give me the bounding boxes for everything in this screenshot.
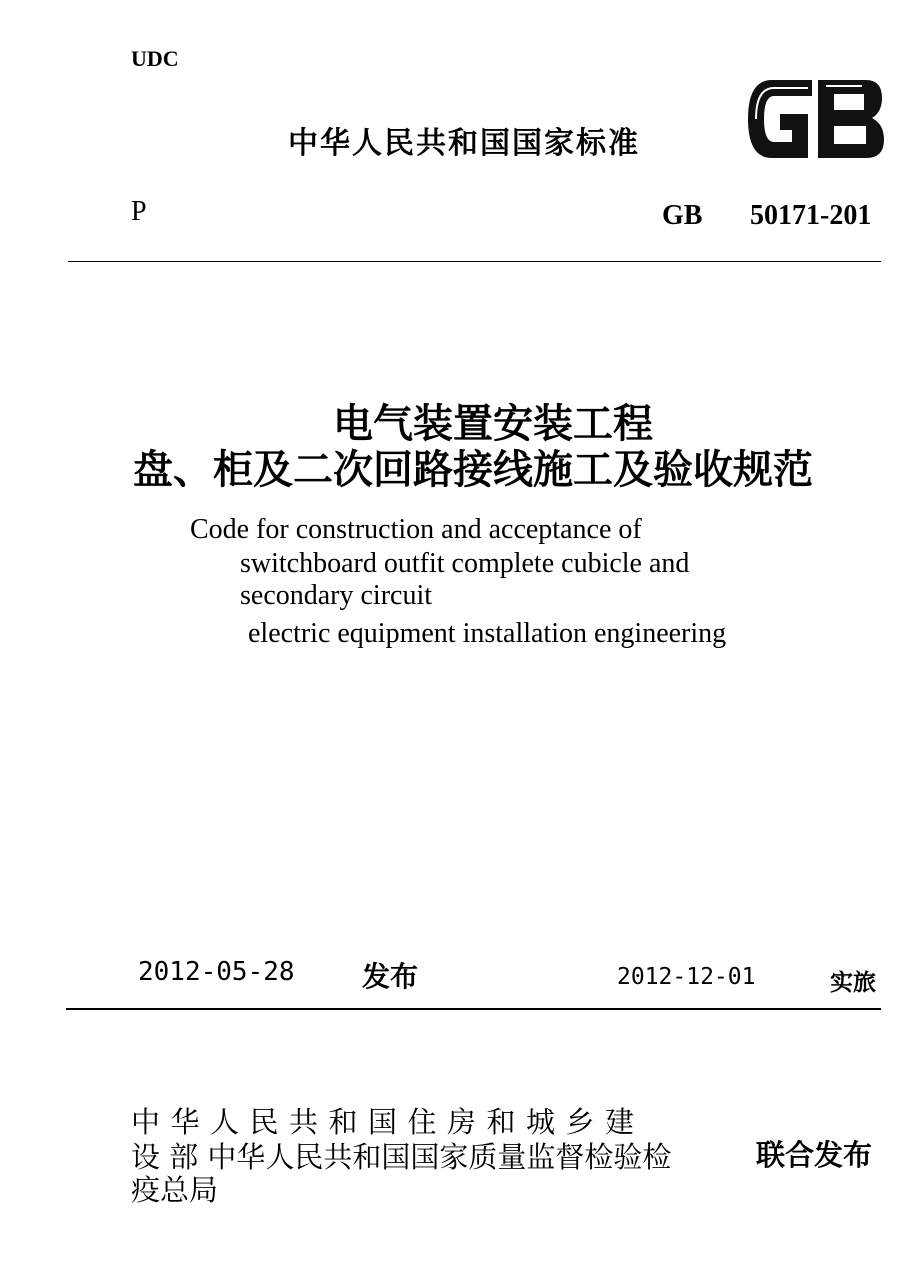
category-code: P: [131, 196, 147, 227]
gb-logo: [742, 74, 884, 164]
top-divider: [68, 261, 881, 262]
title-en-line2: switchboard outfit complete cubicle and: [240, 548, 690, 579]
publisher-line3: 疫总局: [131, 1173, 219, 1207]
udc-label: UDC: [131, 46, 179, 71]
publisher-line1: 中华人民共和国住房和城乡建: [131, 1105, 645, 1139]
implementation-date: 2012-12-01: [617, 964, 756, 990]
implementation-label: 实旅: [830, 970, 876, 996]
standard-number: 50171-201: [750, 200, 872, 231]
title-cn-line2: 盘、柜及二次回路接线施工及验收规范: [133, 447, 813, 493]
title-en-line3: secondary circuit: [240, 580, 433, 611]
issue-label: 发布: [362, 960, 419, 993]
title-en-line1: Code for construction and acceptance of: [190, 514, 642, 545]
issue-date: 2012-05-28: [138, 957, 295, 987]
bottom-divider: [66, 1008, 881, 1010]
standard-prefix: GB: [662, 200, 703, 231]
publisher-line2: 设 部 中华人民共和国国家质量监督检验检: [131, 1140, 672, 1174]
national-standard-heading: 中华人民共和国国家标准: [288, 126, 640, 161]
title-cn-line1: 电气装置安装工程: [333, 401, 653, 447]
gb-logo-text: GB: [742, 74, 744, 75]
title-en-line4: electric equipment installation engineering: [248, 618, 727, 649]
joint-release-label: 联合发布: [756, 1138, 873, 1172]
